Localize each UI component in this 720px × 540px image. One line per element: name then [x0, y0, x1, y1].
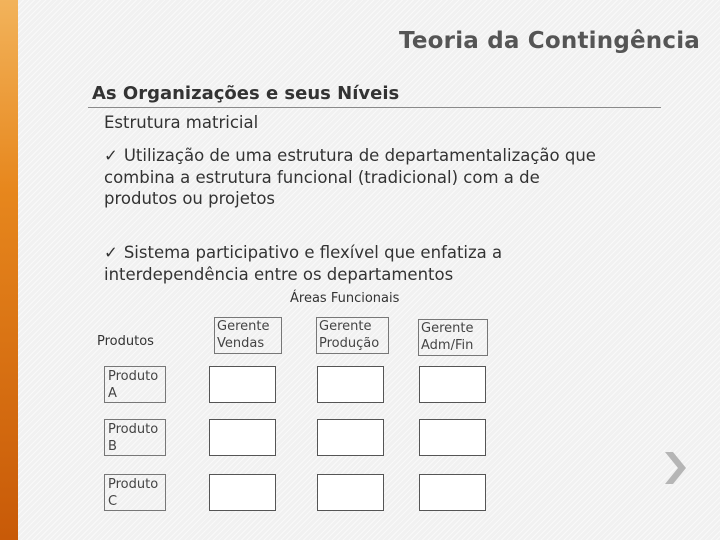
header-gerente-admfin: Gerente Adm/Fin: [418, 319, 488, 356]
chevron-right-icon: [659, 448, 691, 488]
matrix-cell: [419, 419, 486, 456]
title-divider: [88, 107, 661, 108]
header-gerente-producao: Gerente Produção: [316, 317, 389, 354]
matrix-cell: [419, 366, 486, 403]
check-icon: ✓: [104, 146, 118, 165]
matrix-cell: [209, 419, 276, 456]
left-accent-bar: [0, 0, 18, 540]
bullet-1-text: Utilização de uma estrutura de departamentalização que combina a estrutura funcional (tradicional) com a de produtos ou projetos: [104, 146, 596, 208]
matrix-cell: [317, 474, 384, 511]
slide-title: Teoria da Contingência: [399, 28, 700, 54]
matrix-cell: [317, 419, 384, 456]
next-slide-button[interactable]: [659, 448, 691, 488]
matrix-cell: [419, 474, 486, 511]
bullet-2-text: Sistema participativo e flexível que enfatiza a interdependência entre os departamentos: [104, 243, 503, 284]
matrix-cell: [317, 366, 384, 403]
slide-subtitle: As Organizações e seus Níveis: [92, 83, 400, 104]
areas-label: Áreas Funcionais: [290, 291, 400, 306]
section-heading: Estrutura matricial: [104, 113, 259, 132]
check-icon: ✓: [104, 243, 118, 262]
matrix-cell: [209, 474, 276, 511]
matrix-cell: [209, 366, 276, 403]
products-label: Produtos: [97, 334, 154, 349]
bullet-1: [104, 145, 604, 210]
header-gerente-vendas: Gerente Vendas: [214, 317, 282, 354]
row-label-produto-a: Produto A: [104, 366, 166, 403]
row-label-produto-b: Produto B: [104, 419, 166, 456]
bullet-2: [104, 242, 604, 285]
row-label-produto-c: Produto C: [104, 474, 166, 511]
